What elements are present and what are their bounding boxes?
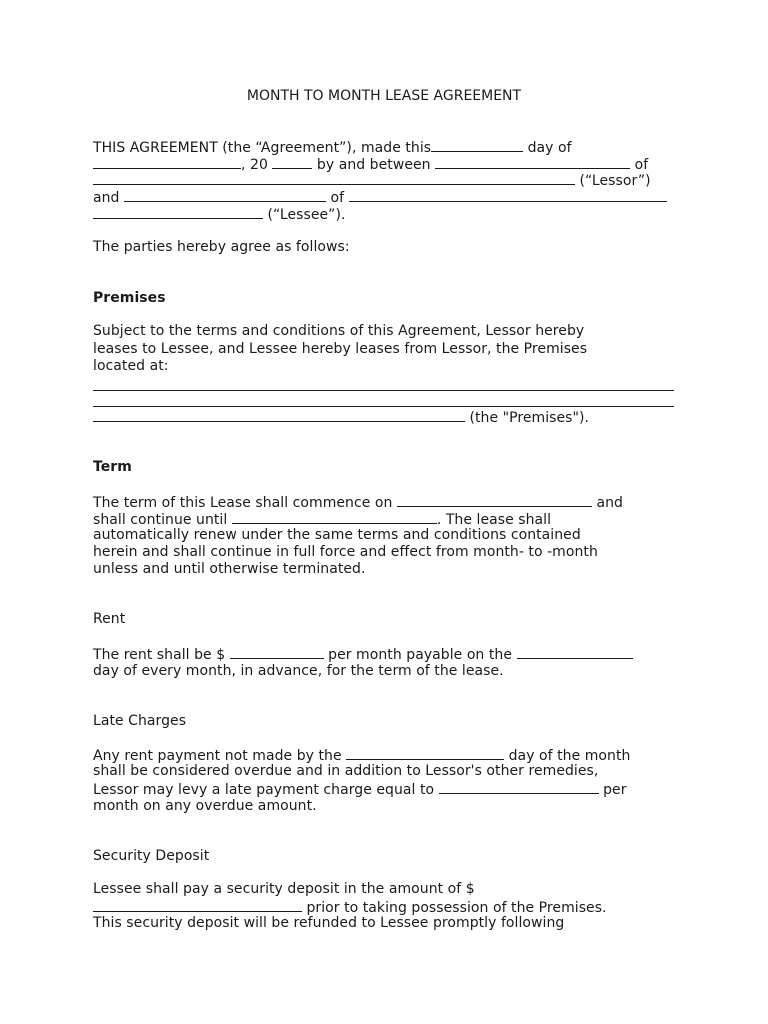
premises-text: (the "Premises"). — [465, 410, 590, 426]
term-line-4: herein and shall continue in full force and effect from month- to -month — [93, 544, 598, 560]
deposit-line-3: This security deposit will be refunded to Lessee promptly following — [93, 915, 565, 931]
late-text: per — [598, 782, 627, 798]
term-heading: Term — [93, 459, 132, 475]
premises-heading: Premises — [93, 290, 166, 306]
rent-text: The rent shall be $ — [93, 647, 230, 663]
agreement-day-blank[interactable] — [431, 138, 523, 152]
intro-text: , 20 — [241, 157, 273, 173]
late-charge-amount-blank[interactable] — [439, 780, 599, 794]
term-text: and — [591, 495, 623, 511]
term-line-3: automatically renew under the same terms and conditions contained — [93, 527, 581, 543]
deposit-amount-blank[interactable] — [93, 898, 302, 912]
late-line-2: shall be considered overdue and in addition to Lessor's other remedies, — [93, 763, 599, 779]
rent-line-1 — [93, 645, 633, 664]
lessor-address-blank[interactable] — [93, 171, 575, 185]
lessee-name-blank[interactable] — [124, 188, 326, 202]
intro-line-5 — [93, 205, 345, 224]
term-start-date-blank[interactable] — [397, 493, 592, 507]
intro-text: by and between — [312, 157, 436, 173]
security-deposit-heading: Security Deposit — [93, 848, 210, 864]
late-day-blank[interactable] — [346, 746, 504, 760]
intro-text: (“Lessee”). — [263, 207, 346, 223]
late-text: day of the month — [504, 748, 631, 764]
rent-heading: Rent — [93, 611, 126, 627]
term-text: . The lease shall — [436, 512, 552, 528]
term-text: shall continue until — [93, 512, 232, 528]
premises-address-blank-1[interactable] — [93, 390, 674, 391]
premises-address-blank-2[interactable] — [93, 406, 674, 407]
lessee-address-blank-2[interactable] — [93, 205, 263, 219]
term-line-5: unless and until otherwise terminated. — [93, 561, 366, 577]
late-text: Any rent payment not made by the — [93, 748, 347, 764]
deposit-line-1: Lessee shall pay a security deposit in the amount of $ — [93, 881, 475, 897]
deposit-text: prior to taking possession of the Premises. — [302, 900, 607, 916]
premises-line-3: located at: — [93, 358, 169, 374]
lessee-address-blank[interactable] — [349, 188, 667, 202]
rent-line-2: day of every month, in advance, for the term of the lease. — [93, 663, 504, 679]
intro-text: THIS AGREEMENT (the “Agreement”), made this — [93, 140, 432, 156]
premises-line-6 — [93, 408, 589, 427]
intro-text: of — [630, 157, 649, 173]
document-title: MONTH TO MONTH LEASE AGREEMENT — [246, 88, 522, 104]
agreement-month-blank[interactable] — [93, 155, 241, 169]
intro-text: and — [93, 190, 124, 206]
agreement-year-blank[interactable] — [272, 155, 312, 169]
intro-text: (“Lessor”) — [575, 173, 651, 189]
late-line-4: month on any overdue amount. — [93, 798, 317, 814]
late-charges-heading: Late Charges — [93, 713, 187, 729]
intro-text: day of — [523, 140, 572, 156]
rent-amount-blank[interactable] — [230, 645, 324, 659]
premises-line-1: Subject to the terms and conditions of this Agreement, Lessor hereby — [93, 323, 585, 339]
late-line-3 — [93, 780, 627, 799]
premises-line-2: leases to Lessee, and Lessee hereby leases from Lessor, the Premises — [93, 341, 588, 357]
late-text: Lessor may levy a late payment charge equal to — [93, 782, 439, 798]
rent-due-day-blank[interactable] — [517, 645, 633, 659]
intro-text: of — [326, 190, 349, 206]
parties-statement: The parties hereby agree as follows: — [93, 239, 350, 255]
term-text: The term of this Lease shall commence on — [93, 495, 397, 511]
lessor-name-blank[interactable] — [435, 155, 630, 169]
rent-text: per month payable on the — [323, 647, 517, 663]
term-end-date-blank[interactable] — [232, 510, 437, 524]
premises-address-blank-3[interactable] — [93, 408, 465, 422]
